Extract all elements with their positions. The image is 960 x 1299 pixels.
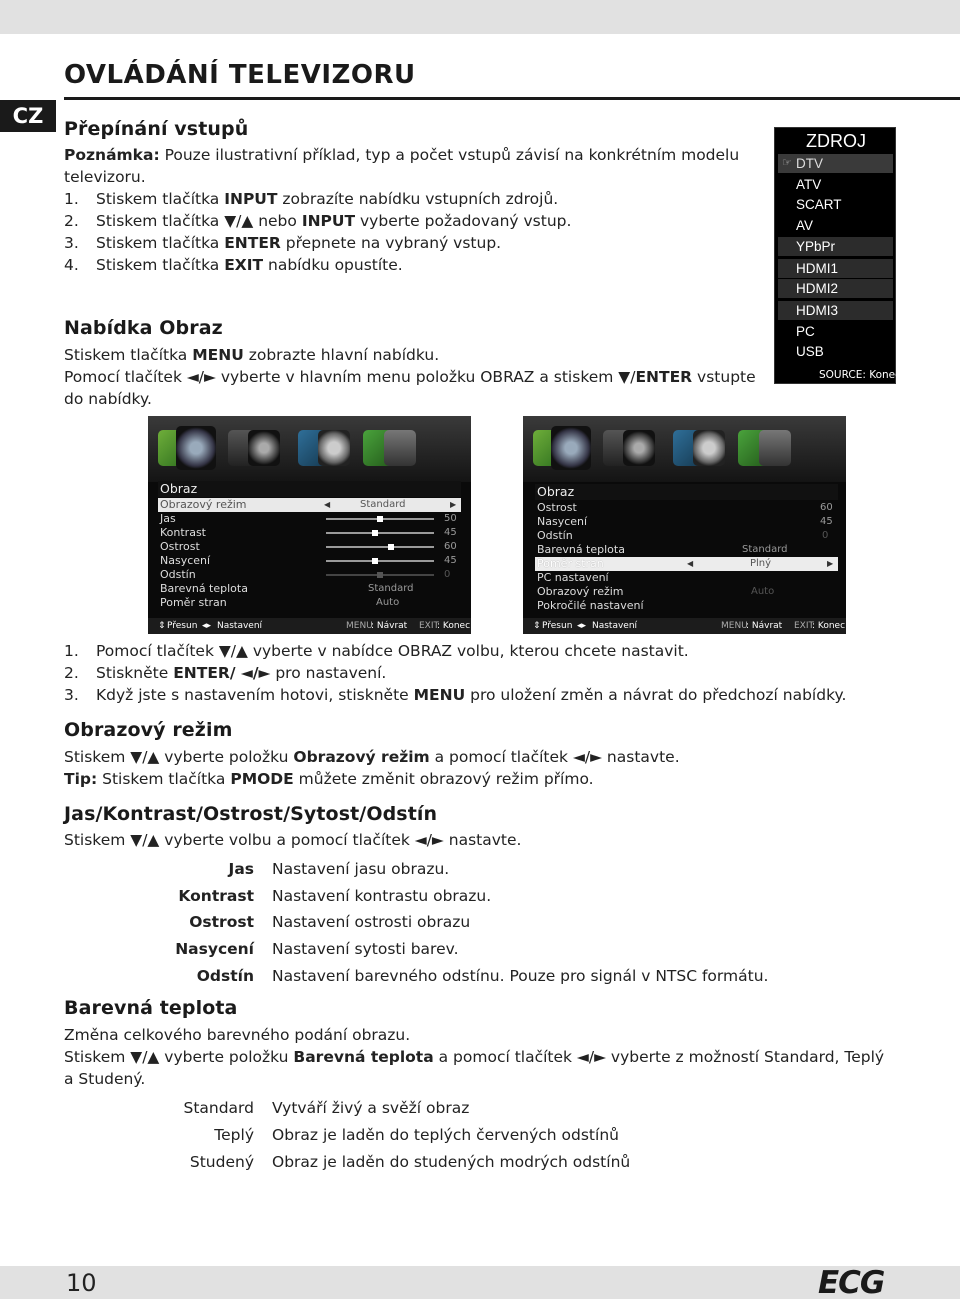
term: Studený [189, 1153, 254, 1171]
picture-menu-heading: Nabídka Obraz [64, 317, 223, 339]
pointer-icon: ☞ [782, 157, 792, 169]
osd-row-sharpness[interactable]: Ostrost 60 [160, 540, 457, 553]
osd-title: Obraz [535, 484, 838, 500]
osd-row-picture-mode[interactable]: Obrazový režim Auto [537, 585, 775, 598]
source-item[interactable]: ATV [796, 177, 822, 192]
note-text: Pouze ilustrativní příklad, typ a počet vstupů závisí na konkrétním modelu [159, 146, 740, 164]
settings-icon [693, 430, 725, 466]
slider-knob[interactable] [372, 558, 378, 564]
slider-knob[interactable] [388, 544, 394, 550]
source-item[interactable]: HDMI1 [778, 259, 893, 278]
osd-step: 1. Pomocí tlačítek ▼/▲ vyberte v nabídce OBRAZ volbu, kterou chcete nastavit. [64, 642, 689, 660]
source-item[interactable]: USB [796, 344, 824, 359]
right-arrow-icon: ▶ [827, 559, 834, 568]
input-step: 1. Stiskem tlačítka INPUT zobrazíte nabídku vstupních zdrojů. [64, 190, 559, 208]
osd-row-picture-mode[interactable]: Obrazový režim ◀ Standard ▶ [158, 498, 461, 512]
osd-row-aspect[interactable]: Poměr stran Auto [160, 596, 400, 609]
page-number: 10 [66, 1269, 97, 1297]
osd-footer: ⇕ Přesun ◂▸ Nastavení MENU : Návrat EXIT : Konec [523, 618, 846, 634]
osd-picture-menu-2 [523, 416, 846, 634]
source-item[interactable]: ☞ DTV [778, 154, 893, 173]
note-label: Poznámka: [64, 146, 160, 164]
term-desc: Nastavení sytosti barev. [272, 940, 459, 958]
slider-track [326, 560, 434, 562]
camera-lens-icon [551, 426, 591, 470]
left-arrow-icon: ◀ [687, 559, 694, 568]
input-step: 4. Stiskem tlačítka EXIT nabídku opustíte. [64, 256, 403, 274]
color-temp-heading: Barevná teplota [64, 997, 238, 1019]
osd-row-color-temp[interactable]: Barevná teplota Standard [160, 582, 414, 595]
osd-row-color-temp[interactable]: Barevná teplota Standard [537, 543, 788, 556]
osd-footer: ⇕ Přesun ◂▸ Nastavení MENU : Návrat EXIT : Konec [148, 618, 471, 634]
settings-icon [318, 430, 350, 466]
term: Standard [183, 1099, 254, 1117]
term-desc: Nastavení barevného odstínu. Pouze pro signál v NTSC formátu. [272, 967, 769, 985]
osd-title: Obraz [158, 481, 461, 497]
term: Teplý [214, 1126, 254, 1144]
updown-icon: ⇕ [533, 621, 541, 631]
slider-knob [377, 572, 383, 578]
brand-logo: ECG [818, 1265, 885, 1299]
picture-mode-tip: Tip: Stiskem tlačítka PMODE můžete změnit obrazový režim přímo. [64, 770, 594, 788]
osd-row-tint[interactable]: Odstín 0 [160, 568, 451, 581]
osd-row-contrast[interactable]: Kontrast 45 [160, 526, 457, 539]
left-arrow-icon: ◀ [324, 500, 331, 509]
color-temp-line: Stiskem ▼/▲ vyberte položku Barevná teplota a pomocí tlačítek ◄/► vyberte z možností Standard, Teplý [64, 1048, 885, 1066]
updown-icon: ⇕ [158, 621, 166, 631]
padlock-icon [384, 430, 416, 466]
osd-row-advanced[interactable]: Pokročilé nastavení [537, 599, 644, 612]
brightness-intro: Stiskem ▼/▲ vyberte volbu a pomocí tlačítek ◄/► nastavte. [64, 831, 522, 849]
speaker-icon [248, 430, 280, 466]
osd-step: 2. Stiskněte ENTER/ ◄/► pro nastavení. [64, 664, 387, 682]
source-item[interactable]: AV [796, 218, 814, 233]
term-desc: Vytváří živý a svěží obraz [272, 1099, 470, 1117]
slider-track [326, 532, 434, 534]
osd-icon-bar [148, 416, 471, 482]
source-item[interactable]: PC [796, 324, 815, 339]
speaker-icon [623, 430, 655, 466]
source-item[interactable]: HDMI2 [778, 279, 893, 298]
input-step: 3. Stiskem tlačítka ENTER přepnete na vybraný vstup. [64, 234, 502, 252]
term: Kontrast [178, 887, 254, 905]
title-divider [64, 97, 960, 100]
term-desc: Obraz je laděn do teplých červených odstínů [272, 1126, 619, 1144]
term-desc: Nastavení ostrosti obrazu [272, 913, 471, 931]
osd-row-pc-settings[interactable]: PC nastavení [537, 571, 609, 584]
source-menu-footer: SOURCE: Konec [819, 369, 901, 381]
slider-knob[interactable] [377, 516, 383, 522]
term-desc: Nastavení kontrastu obrazu. [272, 887, 492, 905]
leftright-icon: ◂▸ [202, 621, 212, 631]
input-step: 2. Stiskem tlačítka ▼/▲ nebo INPUT vyberte požadovaný vstup. [64, 212, 572, 230]
osd-row-saturation[interactable]: Nasycení 45 [160, 554, 457, 567]
picture-mode-line: Stiskem ▼/▲ vyberte položku Obrazový režim a pomocí tlačítek ◄/► nastavte. [64, 748, 680, 766]
camera-lens-icon [176, 426, 216, 470]
osd-row-brightness[interactable]: Jas 50 [160, 512, 457, 525]
picture-menu-line: do nabídky. [64, 390, 152, 408]
leftright-icon: ◂▸ [577, 621, 587, 631]
osd-row-sharpness[interactable]: Ostrost 60 [537, 501, 833, 514]
source-item[interactable]: HDMI3 [778, 301, 893, 320]
color-temp-line: a Studený. [64, 1070, 146, 1088]
padlock-icon [759, 430, 791, 466]
inputs-note-cont: televizoru. [64, 168, 146, 186]
picture-menu-line: Stiskem tlačítka MENU zobrazte hlavní nabídku. [64, 346, 440, 364]
term-desc: Obraz je laděn do studených modrých odstínů [272, 1153, 631, 1171]
osd-row-saturation[interactable]: Nasycení 45 [537, 515, 833, 528]
picture-menu-line: Pomocí tlačítek ◄/► vyberte v hlavním menu položku OBRAZ a stiskem ▼/ENTER vstupte [64, 368, 756, 386]
osd-picture-menu-1 [148, 416, 471, 634]
right-arrow-icon: ▶ [450, 500, 457, 509]
language-tab: CZ [0, 100, 56, 132]
brightness-heading: Jas/Kontrast/Ostrost/Sytost/Odstín [64, 803, 438, 825]
slider-knob[interactable] [372, 530, 378, 536]
term: Ostrost [189, 913, 254, 931]
term: Odstín [196, 967, 254, 985]
source-item[interactable]: SCART [796, 197, 842, 212]
osd-row-aspect[interactable]: Poměr stran ◀ Plný ▶ [535, 557, 838, 571]
osd-step: 3. Když jste s nastavením hotovi, stiskněte MENU pro uložení změn a návrat do předchozí nabídky. [64, 686, 847, 704]
picture-mode-heading: Obrazový režim [64, 719, 233, 741]
bottom-bar [0, 1266, 960, 1299]
osd-icon-bar [523, 416, 846, 482]
slider-track [326, 546, 434, 548]
color-temp-line: Změna celkového barevného podání obrazu. [64, 1026, 411, 1044]
osd-row-tint[interactable]: Odstín 0 [537, 529, 829, 542]
source-item[interactable]: YPbPr [778, 237, 893, 256]
inputs-heading: Přepínání vstupů [64, 118, 249, 140]
term-desc: Nastavení jasu obrazu. [272, 860, 450, 878]
term: Jas [228, 860, 254, 878]
top-bar [0, 0, 960, 34]
source-menu [774, 127, 901, 384]
inputs-note [64, 144, 739, 166]
term: Nasycení [175, 940, 254, 958]
source-menu-title: ZDROJ [806, 131, 866, 151]
page-title: OVLÁDÁNÍ TELEVIZORU [64, 60, 416, 90]
